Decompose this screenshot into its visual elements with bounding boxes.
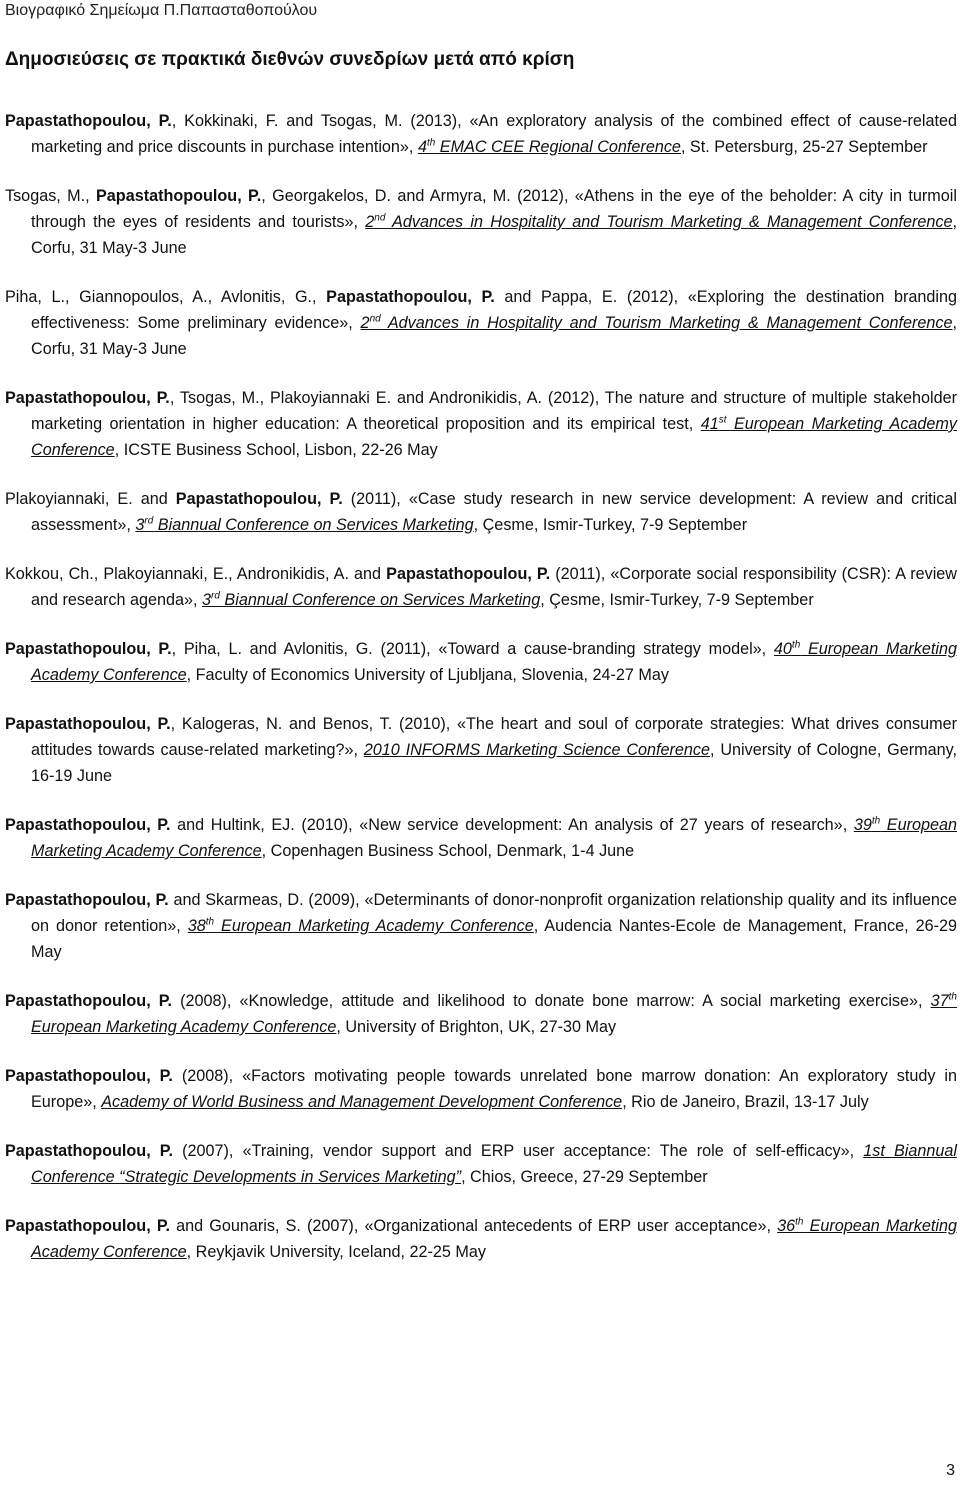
author-highlight: Papastathopoulou, P.	[5, 112, 172, 130]
conference-title: European Marketing Academy Conference	[214, 917, 534, 935]
conference-title: European Marketing Academy Conference	[31, 816, 957, 860]
paper-title: (2012), «Athens in the eye of the beholder: A city in turmoil through the eyes of residents and tourists»,	[31, 187, 957, 231]
conference-title: European Marketing Academy Conference	[31, 1217, 957, 1261]
conference-name	[365, 213, 952, 231]
author-highlight: Papastathopoulou, P.	[5, 1217, 171, 1235]
page-number: 3	[946, 1462, 955, 1479]
paper-title: (2007), «Organizational antecedents of ERP user acceptance»,	[300, 1217, 778, 1235]
page-header: Βιογραφικό Σημείωμα Π.Παπασταθοπούλου	[5, 2, 318, 19]
paper-title: (2012), The nature and structure of multiple stakeholder marketing orientation in higher education: A theoretical proposition and its empirical test,	[31, 389, 957, 433]
location-date: , Çesme, Ismir-Turkey, 7-9 September	[473, 516, 748, 534]
conference-title: 1st Biannual Conference “Strategic Developments in Services Marketing”	[31, 1142, 957, 1186]
location-date: , Faculty of Economics University of Ljubljana, Slovenia, 24-27 May	[186, 666, 669, 684]
paper-title: (2011), «Toward a cause-branding strategy model»,	[372, 640, 774, 658]
authors-prefix: Tsogas, M.,	[5, 187, 96, 205]
location-date: , Corfu, 31 May-3 June	[31, 213, 957, 257]
authors-prefix: Piha, L., Giannopoulos, A., Avlonitis, G.,	[5, 288, 327, 306]
location-date: , ICSTE Business School, Lisbon, 22-26 May	[114, 441, 438, 459]
edition-suffix: th	[871, 815, 881, 827]
conference-edition: 3	[202, 591, 212, 609]
conference-name	[364, 741, 710, 759]
location-date: , Copenhagen Business School, Denmark, 1-4 June	[261, 842, 635, 860]
conference-edition: 2	[365, 213, 375, 231]
publication-entry	[5, 1138, 957, 1190]
conference-title: European Marketing Academy Conference	[31, 415, 957, 459]
author-highlight: Papastathopoulou, P.	[96, 187, 262, 205]
paper-title: (2009), «Determinants of donor-nonprofit organization relationship quality and its influence on donor retention»,	[31, 891, 957, 935]
publication-entry	[5, 284, 957, 362]
authors-suffix: , Georgakelos, D. and Armyra, M.	[261, 187, 511, 205]
edition-suffix: nd	[374, 212, 386, 224]
edition-suffix: nd	[369, 313, 381, 325]
edition-suffix: st	[718, 414, 727, 426]
publication-entry	[5, 887, 957, 965]
edition-suffix: th	[426, 137, 436, 149]
conference-edition: 36	[777, 1217, 796, 1235]
authors-suffix: , Piha, L. and Avlonitis, G.	[171, 640, 373, 658]
conference-edition: 3	[135, 516, 145, 534]
publication-entry	[5, 1213, 957, 1265]
conference-name	[188, 917, 534, 935]
edition-suffix: rd	[211, 590, 220, 602]
paper-title: (2008), «Knowledge, attitude and likelihood to donate bone marrow: A social marketing exercise»,	[172, 992, 931, 1010]
publication-entry	[5, 1063, 957, 1115]
authors-suffix: , Tsogas, M., Plakoyiannaki E. and Andronikidis, A.	[169, 389, 542, 407]
publication-entry	[5, 108, 957, 160]
publication-entry	[5, 636, 957, 688]
section-title: Δημοσιεύσεις σε πρακτικά διεθνών συνεδρίων μετά από κρίση	[5, 49, 575, 70]
conference-name	[202, 591, 540, 609]
authors-suffix: , Kalogeras, N. and Benos, T.	[170, 715, 393, 733]
location-date: , University of Brighton, UK, 27-30 May	[336, 1018, 617, 1036]
author-highlight: Papastathopoulou, P.	[326, 288, 495, 306]
publication-entry	[5, 812, 957, 864]
authors-prefix: Plakoyiannaki, E. and	[5, 490, 176, 508]
paper-title: (2011), «Case study research in new service development: A review and critical assessment»,	[31, 490, 957, 534]
author-highlight: Papastathopoulou, P.	[5, 816, 171, 834]
author-highlight: Papastathopoulou, P.	[5, 891, 169, 909]
location-date: , Corfu, 31 May-3 June	[31, 314, 957, 358]
conference-edition: 40	[773, 640, 792, 658]
author-highlight: Papastathopoulou, P.	[5, 992, 172, 1010]
conference-name	[135, 516, 473, 534]
publication-entry	[5, 561, 957, 613]
authors-suffix: and Hultink, EJ.	[170, 816, 295, 834]
location-date: , Reykjavik University, Iceland, 22-25 May	[186, 1243, 486, 1261]
conference-title: EMAC CEE Regional Conference	[435, 138, 681, 156]
paper-title: (2013), «An exploratory analysis of the combined effect of cause-related marketing and price discounts in purchase intention»,	[31, 112, 957, 156]
author-highlight: Papastathopoulou, P.	[386, 565, 551, 583]
publication-list	[5, 108, 957, 1288]
conference-edition: 38	[187, 917, 206, 935]
edition-suffix: th	[948, 991, 957, 1003]
paper-title: (2007), «Training, vendor support and ERP user acceptance: The role of self-efficacy»,	[173, 1142, 864, 1160]
publication-entry	[5, 486, 957, 538]
conference-title: Advances in Hospitality and Tourism Marketing & Management Conference	[385, 213, 953, 231]
conference-edition: 39	[853, 816, 872, 834]
paper-title: (2012), «Exploring the destination branding effectiveness: Some preliminary evidence»,	[31, 288, 957, 332]
conference-title: Biannual Conference on Services Marketing	[219, 591, 541, 609]
location-date: , University of Cologne, Germany, 16-19 June	[31, 741, 957, 785]
conference-edition: 37	[930, 992, 949, 1010]
author-highlight: Papastathopoulou, P.	[5, 1142, 174, 1160]
authors-suffix: and Gounaris, S.	[170, 1217, 301, 1235]
conference-title: European Marketing Academy Conference	[31, 1018, 337, 1036]
author-highlight: Papastathopoulou, P.	[5, 389, 170, 407]
edition-suffix: th	[791, 639, 801, 651]
location-date: , Audencia Nantes-Ecole de Management, France, 26-29 May	[31, 917, 957, 961]
paper-title: (2010), «The heart and soul of corporate strategies: What drives consumer attitudes towards cause-related marketing?»,	[31, 715, 957, 759]
publication-entry	[5, 183, 957, 261]
conference-title: European Marketing Academy Conference	[31, 640, 957, 684]
edition-suffix: rd	[144, 515, 154, 527]
conference-edition: 4	[417, 138, 427, 156]
conference-title: 2010 INFORMS Marketing Science Conference	[363, 741, 711, 759]
publication-entry	[5, 385, 957, 463]
paper-title: (2008), «Factors motivating people towards unrelated bone marrow donation: An exploratory study in Europe»,	[31, 1067, 957, 1111]
authors-suffix: , Kokkinaki, F. and Tsogas, M.	[171, 112, 403, 130]
conference-edition: 2	[360, 314, 370, 332]
conference-title: Biannual Conference on Services Marketing	[153, 516, 474, 534]
conference-name	[361, 314, 953, 332]
location-date: , Rio de Janeiro, Brazil, 13-17 July	[622, 1093, 869, 1111]
location-date: , Çesme, Ismir-Turkey, 7-9 September	[540, 591, 814, 609]
conference-title: Advances in Hospitality and Tourism Marketing & Management Conference	[380, 314, 953, 332]
author-highlight: Papastathopoulou, P.	[5, 640, 172, 658]
paper-title: (2010), «New service development: An analysis of 27 years of research»,	[294, 816, 854, 834]
authors-suffix: and Skarmeas, D.	[168, 891, 304, 909]
conference-name	[418, 138, 681, 156]
edition-suffix: th	[205, 916, 215, 928]
author-highlight: Papastathopoulou, P.	[5, 1067, 173, 1085]
location-date: , St. Petersburg, 25-27 September	[680, 138, 928, 156]
author-highlight: Papastathopoulou, P.	[175, 490, 343, 508]
publication-entry	[5, 711, 957, 789]
authors-suffix: and Pappa, E.	[494, 288, 618, 306]
location-date: , Chios, Greece, 27-29 September	[461, 1168, 708, 1186]
author-highlight: Papastathopoulou, P.	[5, 715, 171, 733]
authors-prefix: Kokkou, Ch., Plakoyiannaki, E., Andronikidis, A. and	[5, 565, 387, 583]
edition-suffix: th	[795, 1216, 804, 1228]
conference-edition: 41	[700, 415, 719, 433]
paper-title: (2011), «Corporate social responsibility (CSR): A review and research agenda»,	[31, 565, 957, 609]
publication-entry	[5, 988, 957, 1040]
conference-title: Academy of World Business and Management Development Conference	[101, 1093, 623, 1111]
conference-name	[101, 1093, 622, 1111]
